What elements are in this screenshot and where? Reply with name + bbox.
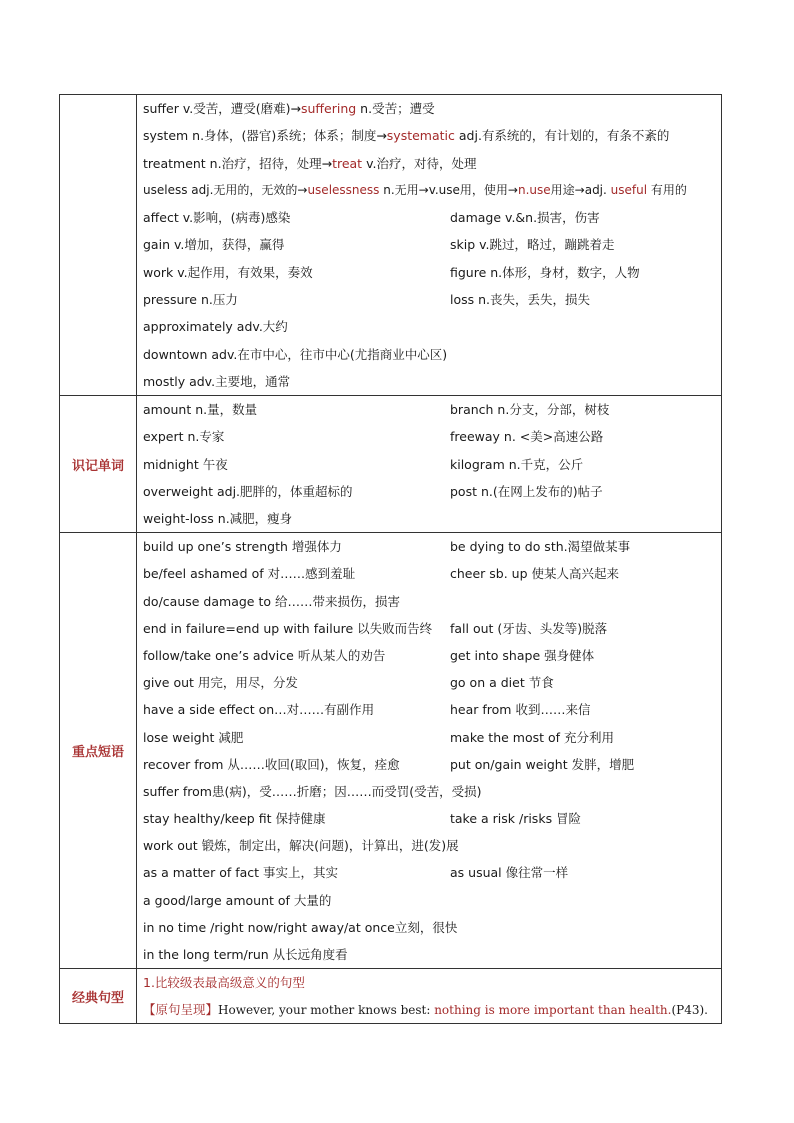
section-heading-empty	[60, 95, 137, 395]
vocabulary-table	[59, 94, 722, 1024]
phrase-pair: a good/large amount of 大量的	[143, 892, 332, 908]
word-pair: work v.起作用，有效果，奏效 figure n.体形，身材，数字，人物	[143, 264, 640, 280]
section-memorize-words	[60, 395, 721, 532]
section-content	[137, 969, 721, 1023]
word-line: treatment n.治疗，招待，处理→treat v.治疗，对待，处理	[143, 155, 477, 171]
section-heading: 重点短语	[60, 533, 137, 968]
phrase-pair: follow/take one’s advice 听从某人的劝告 get into shape 强身健体	[143, 647, 595, 663]
phrase-pair: be/feel ashamed of 对……感到羞耻 cheer sb. up 使某人高兴起来	[143, 566, 620, 582]
section-heading: 识记单词	[60, 396, 137, 532]
word-pair: gain v.增加，获得，赢得 skip v.跳过，略过，蹦跳着走	[143, 237, 615, 253]
phrase-pair: do/cause damage to 给……带来损伤，损害	[143, 593, 400, 609]
word-pair: amount n.量，数量 branch n.分支，分部，树枝	[143, 402, 610, 418]
word-pair: affect v.影响，(病毒)感染 damage v.&n.损害，伤害	[143, 210, 600, 226]
phrase-pair: work out 锻炼，制定出，解决(问题)，计算出，进(发)展	[143, 838, 459, 854]
sentence-pattern-title: 1.比较级表最高级意义的句型	[143, 975, 305, 991]
word-line: suffer v.受苦，遭受(磨难)→suffering n.受苦；遭受	[143, 101, 435, 116]
phrase-pair: recover from 从……收回(取回)，恢复，痊愈 put on/gain weight 发胖，增肥	[143, 756, 635, 772]
word-pair: expert n.专家 freeway n. <美>高速公路	[143, 429, 604, 445]
word-pair: overweight adj.肥胖的，体重超标的 post n.(在网上发布的)帖子	[143, 483, 603, 499]
section-content	[137, 95, 721, 395]
phrase-pair: in no time /right now/right away/at once立刻，很快	[143, 919, 458, 935]
word-line: useless adj.无用的，无效的→uselessness n.无用→v.use用，使用→n.use用途→adj. useful 有用的	[143, 182, 687, 197]
phrase-pair: lose weight 减肥 make the most of 充分利用	[143, 729, 615, 745]
word-line: approximately adv.大约	[143, 319, 288, 335]
section-key-phrases	[60, 532, 721, 968]
phrase-pair: suffer from患(病)，受……折磨；因……而受罚(受苦，受损)	[143, 783, 482, 799]
phrase-pair: build up one’s strength 增强体力 be dying to do sth.渴望做某事	[143, 539, 631, 555]
word-pair: pressure n.压力 loss n.丧失，丢失，损失	[143, 292, 591, 308]
phrase-pair: end in failure=end up with failure 以失败而告终 fall out (牙齿、头发等)脱落	[143, 620, 608, 636]
phrase-pair: as a matter of fact 事实上，其实 as usual 像往常一样	[143, 865, 569, 881]
section-vocab-extended	[60, 95, 721, 395]
example-sentence: 【原句呈现】However, your mother knows best: nothing is more important than health.(P43).	[143, 1002, 708, 1018]
section-content	[137, 396, 721, 532]
phrase-pair: give out 用完，用尽，分发 go on a diet 节食	[143, 675, 554, 691]
word-line: downtown adv.在市中心，往市中心(尤指商业中心区)	[143, 346, 448, 362]
phrase-pair: have a side effect on…对……有副作用 hear from 收到……来信	[143, 702, 591, 718]
section-content	[137, 533, 721, 968]
phrase-pair: stay healthy/keep fit 保持健康 take a risk /risks 冒险	[143, 811, 582, 827]
word-line: system n.身体，(器官)系统；体系；制度→systematic adj.有系统的，有计划的，有条不紊的	[143, 128, 670, 144]
word-pair: midnight 午夜 kilogram n.千克，公斤	[143, 456, 584, 472]
section-heading: 经典句型	[60, 969, 137, 1023]
phrase-pair: in the long term/run 从长远角度看	[143, 947, 348, 963]
word-line: mostly adv.主要地，通常	[143, 373, 291, 389]
word-pair: weight-loss n.减肥，瘦身	[143, 511, 293, 527]
section-classic-sentences	[60, 968, 721, 1023]
